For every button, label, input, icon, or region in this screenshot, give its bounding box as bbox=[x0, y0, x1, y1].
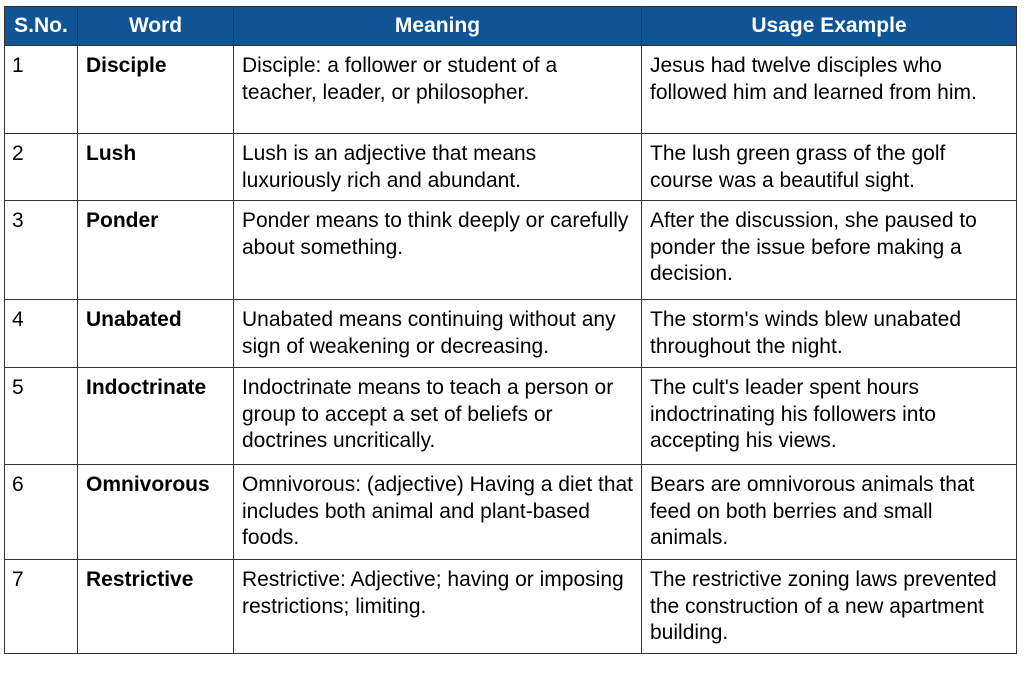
cell-meaning: Indoctrinate means to teach a person or group to accept a set of beliefs or doctrines uncritically. bbox=[234, 368, 642, 465]
cell-meaning: Omnivorous: (adjective) Having a diet that includes both animal and plant-based foods. bbox=[234, 465, 642, 560]
cell-usage: The cult's leader spent hours indoctrinating his followers into accepting his views. bbox=[642, 368, 1017, 465]
cell-usage: Bears are omnivorous animals that feed on both berries and small animals. bbox=[642, 465, 1017, 560]
cell-sno: 2 bbox=[5, 134, 78, 201]
cell-usage: The restrictive zoning laws prevented the construction of a new apartment building. bbox=[642, 560, 1017, 654]
cell-sno: 3 bbox=[5, 201, 78, 300]
header-sno: S.No. bbox=[5, 7, 78, 46]
table-body bbox=[5, 46, 1017, 654]
cell-sno: 4 bbox=[5, 300, 78, 368]
cell-word: Disciple bbox=[78, 46, 234, 134]
header-usage-example: Usage Example bbox=[642, 7, 1017, 46]
table-header bbox=[5, 7, 1017, 46]
table-row bbox=[5, 46, 1017, 134]
table-row bbox=[5, 300, 1017, 368]
cell-word: Unabated bbox=[78, 300, 234, 368]
table-row bbox=[5, 134, 1017, 201]
header-meaning: Meaning bbox=[234, 7, 642, 46]
cell-word: Lush bbox=[78, 134, 234, 201]
cell-word: Omnivorous bbox=[78, 465, 234, 560]
vocabulary-table bbox=[4, 6, 1017, 654]
cell-meaning: Ponder means to think deeply or carefully about something. bbox=[234, 201, 642, 300]
cell-meaning: Unabated means continuing without any sign of weakening or decreasing. bbox=[234, 300, 642, 368]
header-row bbox=[5, 7, 1017, 46]
cell-usage: The storm's winds blew unabated throughout the night. bbox=[642, 300, 1017, 368]
cell-word: Indoctrinate bbox=[78, 368, 234, 465]
cell-word: Ponder bbox=[78, 201, 234, 300]
cell-usage: The lush green grass of the golf course was a beautiful sight. bbox=[642, 134, 1017, 201]
table-row bbox=[5, 201, 1017, 300]
cell-sno: 1 bbox=[5, 46, 78, 134]
cell-meaning: Restrictive: Adjective; having or imposing restrictions; limiting. bbox=[234, 560, 642, 654]
table-row bbox=[5, 465, 1017, 560]
cell-sno: 7 bbox=[5, 560, 78, 654]
table-row bbox=[5, 368, 1017, 465]
cell-usage: After the discussion, she paused to ponder the issue before making a decision. bbox=[642, 201, 1017, 300]
cell-word: Restrictive bbox=[78, 560, 234, 654]
header-word: Word bbox=[78, 7, 234, 46]
table-row bbox=[5, 560, 1017, 654]
cell-meaning: Lush is an adjective that means luxuriously rich and abundant. bbox=[234, 134, 642, 201]
cell-usage: Jesus had twelve disciples who followed him and learned from him. bbox=[642, 46, 1017, 134]
cell-sno: 5 bbox=[5, 368, 78, 465]
cell-sno: 6 bbox=[5, 465, 78, 560]
cell-meaning: Disciple: a follower or student of a teacher, leader, or philosopher. bbox=[234, 46, 642, 134]
